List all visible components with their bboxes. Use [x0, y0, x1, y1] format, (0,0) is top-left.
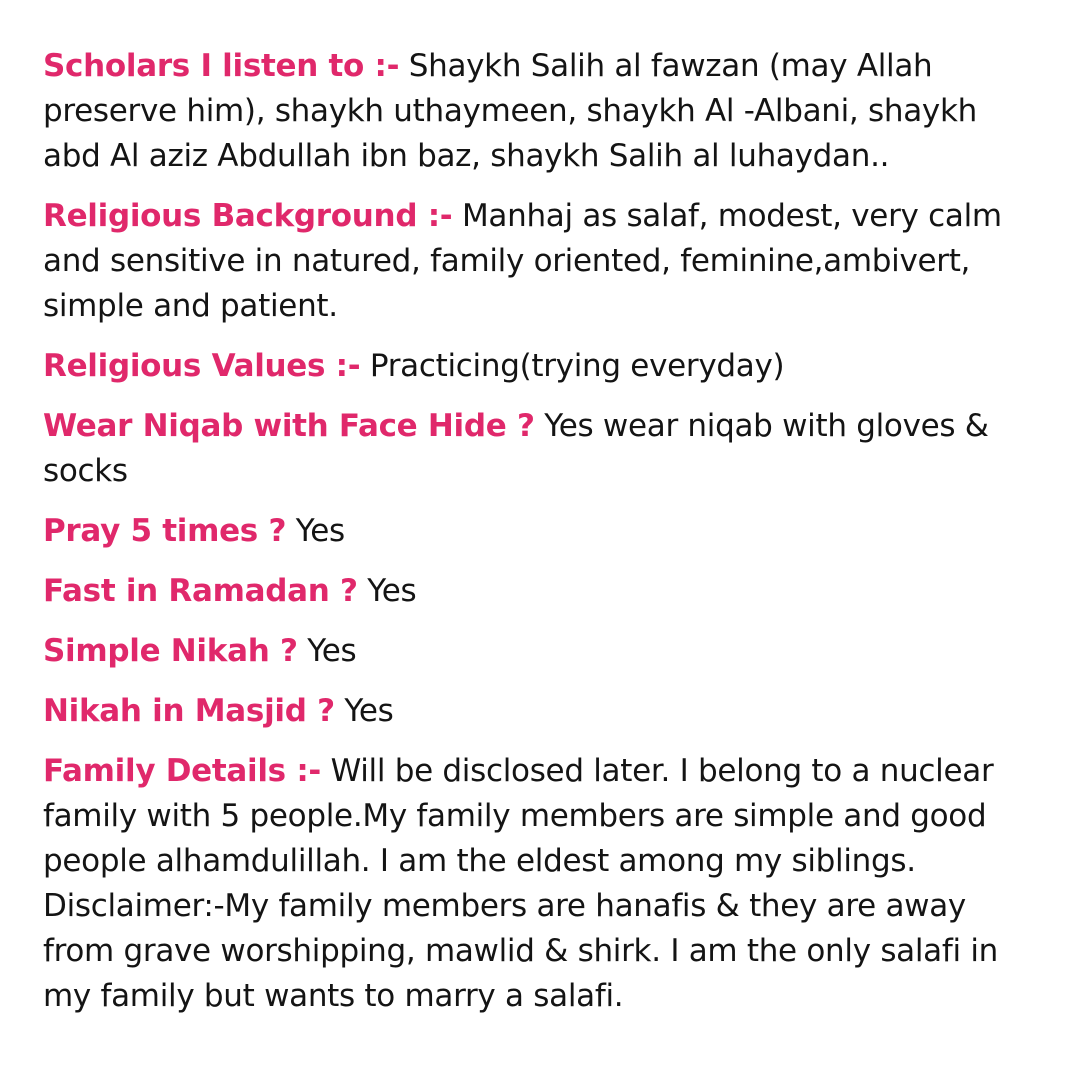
entry-label: Pray 5 times ? — [43, 513, 287, 549]
entry-value: Will be disclosed later. I belong to a nuclear family with 5 people.My family members are simple and good people alhamdulillah. I am the eldest among my siblings. Disclaimer:-My family members are hanafis & they are away from grave worshipping, mawlid & shirk. I am the only salafi in my family but wants to marry a salafi. — [43, 753, 999, 1014]
entry-value: Yes — [344, 693, 394, 729]
entry-pray — [43, 509, 1018, 554]
entry-value: Yes — [367, 573, 417, 609]
entry-value: Yes wear niqab with gloves & socks — [43, 408, 989, 489]
profile-details — [43, 44, 1018, 1034]
entry-scholars — [43, 44, 1018, 179]
entry-religious-values — [43, 344, 1018, 389]
entry-label: Fast in Ramadan ? — [43, 573, 358, 609]
entry-nikah-masjid — [43, 689, 1018, 734]
entry-family-details — [43, 749, 1018, 1019]
entry-value: Yes — [295, 513, 345, 549]
entry-label: Simple Nikah ? — [43, 633, 298, 669]
entry-value: Yes — [307, 633, 357, 669]
entry-label: Family Details :- — [43, 753, 321, 789]
entry-label: Scholars I listen to :- — [43, 48, 400, 84]
entry-label: Nikah in Masjid ? — [43, 693, 335, 729]
entry-niqab — [43, 404, 1018, 494]
entry-religious-background — [43, 194, 1018, 329]
entry-fast — [43, 569, 1018, 614]
entry-label: Wear Niqab with Face Hide ? — [43, 408, 535, 444]
entry-value: Manhaj as salaf, modest, very calm and sensitive in natured, family oriented, feminine,ambivert, simple and patient. — [43, 198, 1002, 324]
entry-label: Religious Values :- — [43, 348, 361, 384]
entry-simple-nikah — [43, 629, 1018, 674]
entry-value: Shaykh Salih al fawzan (may Allah preserve him), shaykh uthaymeen, shaykh Al -Albani, shaykh abd Al aziz Abdullah ibn baz, shaykh Salih al luhaydan.. — [43, 48, 977, 174]
entry-label: Religious Background :- — [43, 198, 453, 234]
entry-value: Practicing(trying everyday) — [369, 348, 785, 384]
